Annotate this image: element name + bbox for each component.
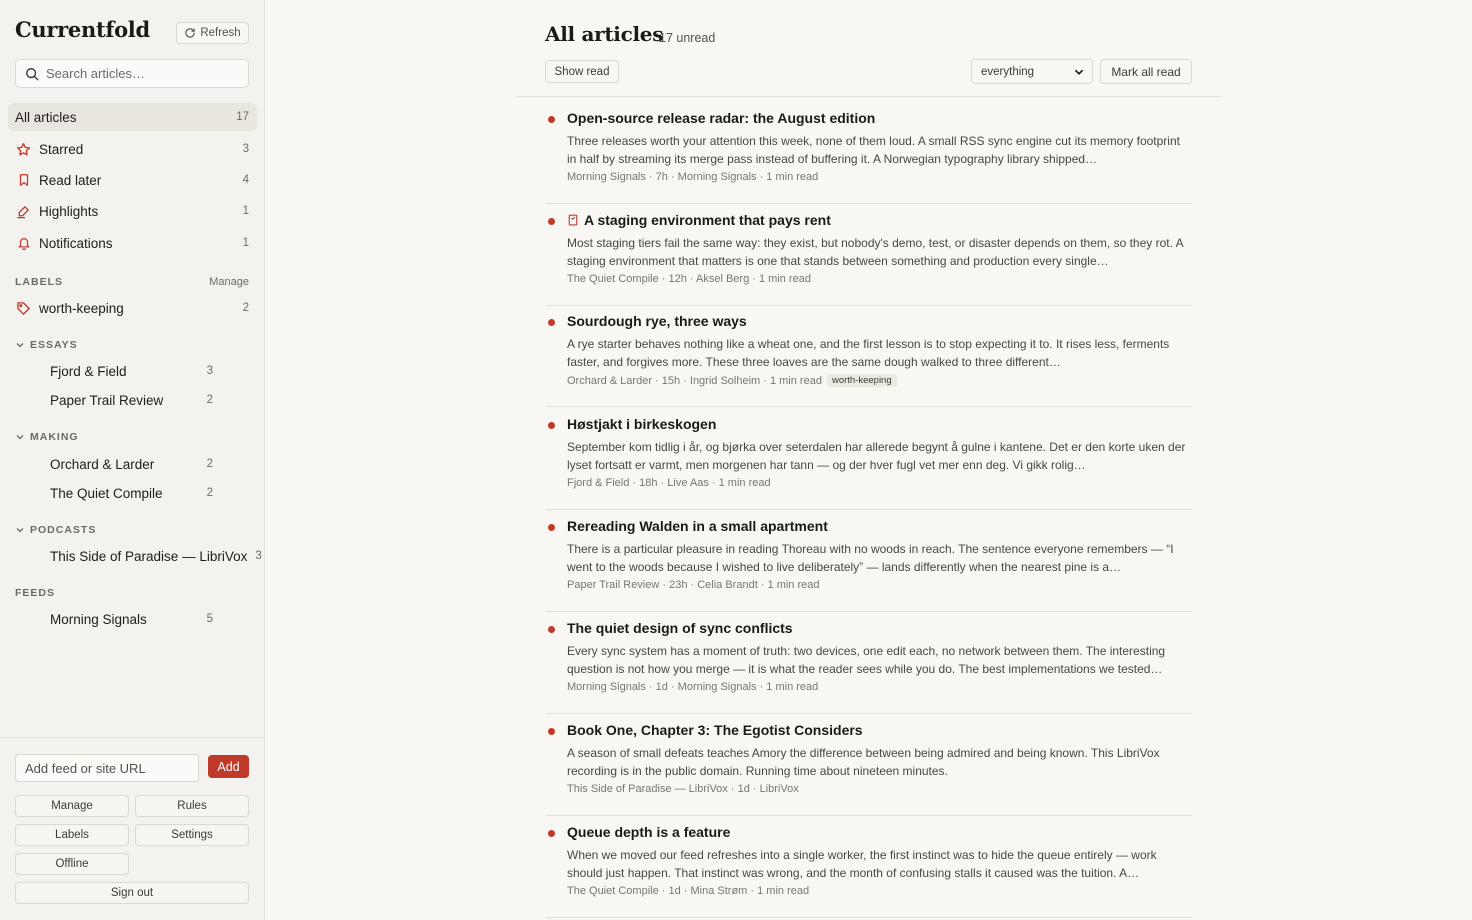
nav-count: 4 [242,174,249,186]
feed-label: This Side of Paradise — LibriVox [50,548,248,564]
article-title[interactable] [567,620,793,636]
settings-button[interactable]: Settings [135,824,249,846]
feed-label: Morning Signals [50,611,147,627]
chevron-down-icon [15,525,25,535]
unread-dot [548,116,555,123]
article-row[interactable] [545,305,1192,407]
article-meta [567,885,809,897]
filter-select[interactable] [971,59,1093,84]
feed-count: 2 [206,458,213,470]
article-meta-text: Morning Signals · 1d · Morning Signals · 1 min read [567,681,819,693]
feed-count: 5 [206,613,213,625]
show-read-button[interactable]: Show read [545,60,619,83]
feed-label: Paper Trail Review [50,392,164,408]
feed-count: 3 [255,550,262,562]
article-meta-text: The Quiet Compile · 1d · Mina Strøm · 1 min read [567,885,810,897]
search-box[interactable] [15,59,249,88]
chevron-down-icon [1073,66,1085,78]
article-title-text: A staging environment that pays rent [584,212,831,228]
article-meta [567,681,818,693]
article-meta-text: The Quiet Compile · 12h · Aksel Berg · 1 min read [567,273,811,285]
article-row[interactable] [545,612,1192,714]
feed-count: 2 [206,487,213,499]
article-excerpt: Most staging tiers fail the same way: they exist, but nobody's demo, test, or disaster depends on them, so they rot. A staging environment that matters is one that stands between something and production every single… [567,236,1183,268]
unread-dot [548,626,555,633]
article-title[interactable] [567,416,716,432]
manage-labels-link[interactable]: Manage [209,276,249,288]
labels-button[interactable]: Labels [15,824,129,846]
nav-count: 3 [242,143,249,155]
article-row[interactable] [545,714,1192,816]
sign-out-button[interactable]: Sign out [15,882,249,904]
article-row[interactable] [545,510,1192,612]
nav-label: Starred [39,141,84,157]
feeds-heading: FEEDS [15,587,56,599]
article-meta [567,579,820,591]
label-count: 2 [242,302,249,314]
article-excerpt: Three releases worth your attention this week, none of them loud. A small RSS sync engine cut its memory footprint in half by streaming its merge pass instead of buffering it. A Norwegian typography library shipped… [567,134,1180,166]
article-meta [567,374,897,387]
article-excerpt: When we moved our feed refreshes into a single worker, the first instinct was to hide the queue entirely — work should just happen. That instinct was wrong, and the month of confusing stalls it caused was the tuition. A… [567,848,1157,880]
app-logo[interactable]: Currentfold [15,17,150,42]
tag-icon [15,300,32,317]
folder-name: ESSAYS [30,339,78,351]
article-title-text: Høstjakt i birkeskogen [567,416,717,432]
nav-label: Notifications [39,235,113,251]
unread-dot [548,319,555,326]
article-title-text: Queue depth is a feature [567,824,731,840]
nav-label: All articles [15,109,77,125]
article-title-text: Book One, Chapter 3: The Egotist Considers [567,722,863,738]
article-meta-text: This Side of Paradise — LibriVox · 1d · LibriVox [567,783,799,795]
article-title[interactable] [567,212,831,228]
article-meta [567,783,799,795]
folder-making[interactable] [15,431,79,443]
article-title-text: Open-source release radar: the August edition [567,110,876,126]
rules-button[interactable]: Rules [135,795,249,817]
sidebar [0,0,265,920]
feed-morning-signals[interactable] [50,608,213,630]
feed-fjord-field[interactable] [50,360,213,382]
add-feed-button[interactable]: Add [208,755,249,778]
add-feed-input[interactable] [15,754,199,782]
article-meta [567,171,818,183]
article-row[interactable] [545,408,1192,510]
mark-all-read-button[interactable]: Mark all read [1100,59,1192,84]
nav-all-articles[interactable] [8,103,257,131]
article-row[interactable] [545,204,1192,306]
article-title[interactable] [567,518,828,534]
search-icon [25,67,39,81]
feed-label: The Quiet Compile [50,485,163,501]
feed-this-side-of-paradise[interactable] [50,545,262,567]
article-excerpt: September kom tidlig i år, og bjørka over seterdalen har allerede begynt å gulne i kantene. Det er den korte uken der lyset fortsatt er varmt, men morgenen har tann — og der hver fugl vet mer enn deg. Vi gikk rolig… [567,440,1186,472]
nav-notifications[interactable] [8,229,257,257]
folder-podcasts[interactable] [15,524,96,536]
unread-dot [548,830,555,837]
search-input[interactable] [46,66,236,81]
article-row[interactable] [545,102,1192,204]
nav-read-later[interactable] [8,166,257,194]
nav-label: Highlights [39,203,99,219]
filter-value: everything [981,65,1035,78]
article-title[interactable] [567,110,875,126]
feed-label: Orchard & Larder [50,456,155,472]
folder-essays[interactable] [15,339,78,351]
label-name: worth-keeping [39,300,124,316]
feeds-section-header [15,587,249,599]
article-title-text: Sourdough rye, three ways [567,313,747,329]
article-excerpt: A rye starter behaves nothing like a wheat one, and the first lesson is to stop expecting it to. It rises less, ferments faster, and forgives more. These three loaves are the same dough walked to three different… [567,337,1170,369]
highlighter-icon [15,203,32,220]
unread-dot [548,218,555,225]
feed-count: 3 [206,365,213,377]
feed-paper-trail-review[interactable] [50,389,213,411]
refresh-icon [184,27,196,39]
feed-count: 2 [206,394,213,406]
nav-highlights[interactable] [8,197,257,225]
nav-label: Read later [39,172,102,188]
sidebar-footer [0,737,264,920]
label-worth-keeping[interactable] [8,294,257,322]
nav-count: 17 [236,111,249,123]
chevron-down-icon [15,340,25,350]
bookmark-icon [567,214,579,226]
refresh-button[interactable] [176,22,249,44]
article-excerpt: A season of small defeats teaches Amory the difference between being admired and being known. This LibriVox recording is in the public domain. Running time about nineteen minutes. [567,746,1160,778]
article-excerpt: There is a particular pleasure in reading Thoreau with no woods in reach. The sentence everyone remembers — “I went to the woods because I wished to live deliberately” — lands differently when the nearest pine is a… [567,542,1174,574]
offline-button[interactable]: Offline [15,853,129,875]
page-title: All articles [545,22,664,46]
folder-name: MAKING [30,431,79,443]
feed-the-quiet-compile[interactable] [50,482,213,504]
star-icon [15,141,32,158]
article-meta-text: Orchard & Larder · 15h · Ingrid Solheim · 1 min read [567,374,822,387]
article-row[interactable] [545,816,1192,918]
article-meta [567,477,771,489]
unread-dot [548,728,555,735]
bookmark-icon [15,172,32,189]
unread-count: 17 unread [659,31,716,45]
chevron-down-icon [15,432,25,442]
manage-button[interactable]: Manage [15,795,129,817]
feed-label: Fjord & Field [50,363,127,379]
article-meta [567,273,811,285]
unread-dot [548,422,555,429]
article-title[interactable] [567,824,730,840]
label-tag[interactable]: worth-keeping [827,374,897,387]
unread-dot [548,524,555,531]
article-title-text: Rereading Walden in a small apartment [567,518,828,534]
feed-orchard-larder[interactable] [50,453,213,475]
toolbar-divider [516,96,1222,97]
nav-count: 1 [242,237,249,249]
folder-name: PODCASTS [30,524,97,536]
article-title[interactable] [567,722,863,738]
article-title[interactable] [567,313,747,329]
labels-heading: LABELS [15,276,63,288]
article-meta-text: Fjord & Field · 18h · Live Aas · 1 min read [567,477,771,489]
article-title-text: The quiet design of sync conflicts [567,620,793,636]
labels-section-header [15,276,249,288]
refresh-label: Refresh [200,27,241,39]
article-excerpt: Every sync system has a moment of truth: two devices, one edit each, no network between them. The interesting question is not how you merge — it is what the reader sees while you do. The best implementations we tested… [567,644,1166,676]
bell-icon [15,235,32,252]
article-meta-text: Morning Signals · 7h · Morning Signals · 1 min read [567,171,819,183]
nav-starred[interactable] [8,135,257,163]
nav-count: 1 [242,205,249,217]
article-meta-text: Paper Trail Review · 23h · Celia Brandt · 1 min read [567,579,820,591]
